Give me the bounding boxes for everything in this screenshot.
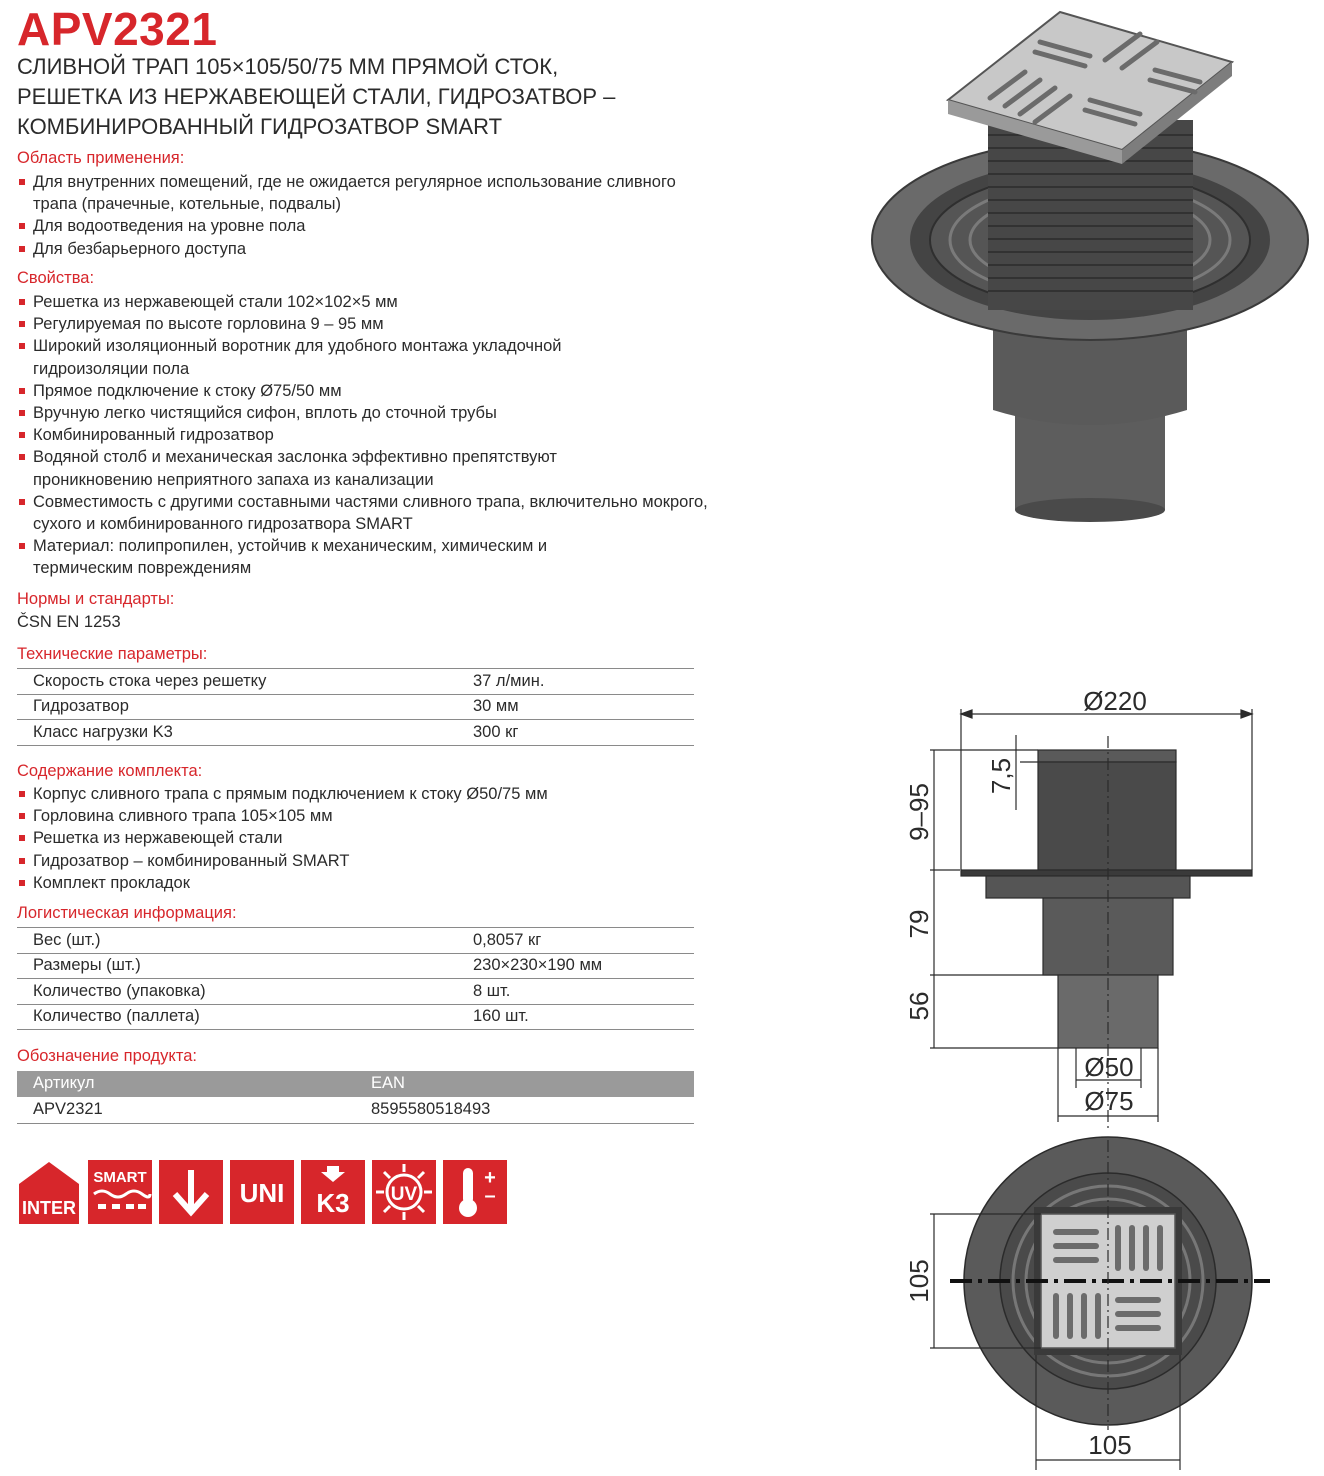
technical-table	[17, 668, 694, 746]
param-label: Количество (паллета)	[17, 1004, 473, 1030]
list-item: Для водоотведения на уровне пола	[17, 215, 707, 237]
param-label: Вес (шт.)	[17, 928, 473, 954]
standards-value: ČSN EN 1253	[17, 613, 121, 631]
inter-label: INTER	[22, 1198, 76, 1218]
article-value: APV2321	[33, 1100, 103, 1118]
application-heading: Область применения:	[17, 149, 185, 167]
dim-105-vertical: 105	[904, 1259, 934, 1303]
standards-heading: Нормы и стандарты:	[17, 590, 175, 608]
table-row	[17, 720, 694, 746]
list-item: Материал: полипропилен, устойчив к механическим, химическим и термическим повреждениям	[17, 535, 623, 579]
contents-list	[17, 783, 707, 894]
uv-label: UV	[390, 1184, 418, 1205]
subtitle-line-3: КОМБИНИРОВАННЫЙ ГИДРОЗАТВОР SMART	[17, 114, 503, 139]
list-item: Водяной столб и механическая заслонка эффективно препятствуют проникновению неприятного запаха из канализации	[17, 446, 633, 490]
list-item: Комплект прокладок	[17, 872, 707, 894]
designation-row	[17, 1097, 694, 1124]
table-row	[17, 1004, 694, 1030]
param-value: 0,8057 кг	[473, 928, 694, 954]
logistics-heading: Логистическая информация:	[17, 904, 237, 922]
param-label: Размеры (шт.)	[17, 953, 473, 979]
list-item: Вручную легко чистящийся сифон, вплоть до сточной трубы	[17, 402, 707, 424]
product-subtitle	[17, 52, 697, 142]
properties-heading: Свойства:	[17, 269, 95, 287]
param-value: 37 л/мин.	[473, 669, 694, 695]
list-item: Широкий изоляционный воротник для удобного монтажа укладочной гидроизоляции пола	[17, 335, 653, 379]
table-row	[17, 669, 694, 695]
dim-75: Ø75	[1084, 1086, 1134, 1116]
param-label: Количество (упаковка)	[17, 979, 473, 1005]
smart-label: SMART	[93, 1169, 147, 1186]
dim-50: Ø50	[1084, 1052, 1134, 1082]
subtitle-line-2: РЕШЕТКА ИЗ НЕРЖАВЕЮЩЕЙ СТАЛИ, ГИДРОЗАТВОР –	[17, 84, 616, 109]
table-row	[17, 694, 694, 720]
thermometer-icon	[443, 1160, 507, 1224]
dim-105-horizontal: 105	[1088, 1430, 1132, 1460]
table-row	[17, 928, 694, 954]
dim-220: Ø220	[1083, 686, 1147, 716]
temp-plus: +	[484, 1167, 496, 1189]
plan-view	[930, 1137, 1270, 1470]
col-article: Артикул	[33, 1074, 95, 1092]
contents-heading: Содержание комплекта:	[17, 762, 203, 780]
list-item: Решетка из нержавеющей стали	[17, 827, 707, 849]
param-label: Скорость стока через решетку	[17, 669, 473, 695]
k3-label: K3	[316, 1188, 350, 1218]
dim-56: 56	[904, 991, 934, 1021]
list-item: Прямое подключение к стоку Ø75/50 мм	[17, 380, 707, 402]
product-code: APV2321	[17, 3, 218, 55]
uni-label: UNI	[239, 1178, 285, 1208]
list-item: Для безбарьерного доступа	[17, 238, 707, 260]
list-item: Совместимость с другими составными частями сливного трапа, включительно мокрого, сухого и комбинированного гидрозатвора SMART	[17, 491, 723, 535]
arrow-down-icon	[159, 1160, 223, 1224]
list-item: Решетка из нержавеющей стали 102×102×5 мм	[17, 291, 707, 313]
designation-header-bar	[17, 1071, 694, 1097]
properties-list	[17, 291, 707, 580]
product-render	[872, 12, 1308, 522]
param-value: 230×230×190 мм	[473, 953, 694, 979]
subtitle-line-1: СЛИВНОЙ ТРАП 105×105/50/75 ММ ПРЯМОЙ СТОК,	[17, 54, 559, 79]
param-value: 300 кг	[473, 720, 694, 746]
uni-icon	[230, 1160, 294, 1224]
param-value: 160 шт.	[473, 1004, 694, 1030]
col-ean: EAN	[371, 1074, 405, 1092]
dim-79: 79	[904, 909, 934, 939]
inter-icon	[17, 1160, 81, 1224]
ean-value: 8595580518493	[371, 1100, 491, 1118]
list-item: Регулируемая по высоте горловина 9 – 95 мм	[17, 313, 707, 335]
param-label: Класс нагрузки K3	[17, 720, 473, 746]
param-label: Гидрозатвор	[17, 694, 473, 720]
dim-9-95: 9–95	[904, 783, 934, 841]
technical-drawings	[860, 0, 1324, 1476]
table-row	[17, 953, 694, 979]
list-item: Корпус сливного трапа с прямым подключением к стоку Ø50/75 мм	[17, 783, 707, 805]
k3-icon	[301, 1160, 365, 1224]
param-value: 8 шт.	[473, 979, 694, 1005]
designation-heading: Обозначение продукта:	[17, 1047, 197, 1065]
dim-7-5: 7,5	[986, 757, 1016, 795]
smart-icon	[88, 1160, 152, 1224]
technical-heading: Технические параметры:	[17, 645, 208, 663]
table-row	[17, 979, 694, 1005]
logistics-table	[17, 927, 694, 1030]
temp-minus: –	[484, 1185, 496, 1207]
param-value: 30 мм	[473, 694, 694, 720]
list-item: Комбинированный гидрозатвор	[17, 424, 707, 446]
list-item: Для внутренних помещений, где не ожидается регулярное использование сливного трапа (прачечные, котельные, подвалы)	[17, 171, 683, 215]
application-list	[17, 171, 707, 260]
uv-icon	[372, 1160, 436, 1224]
list-item: Гидрозатвор – комбинированный SMART	[17, 850, 707, 872]
list-item: Горловина сливного трапа 105×105 мм	[17, 805, 707, 827]
